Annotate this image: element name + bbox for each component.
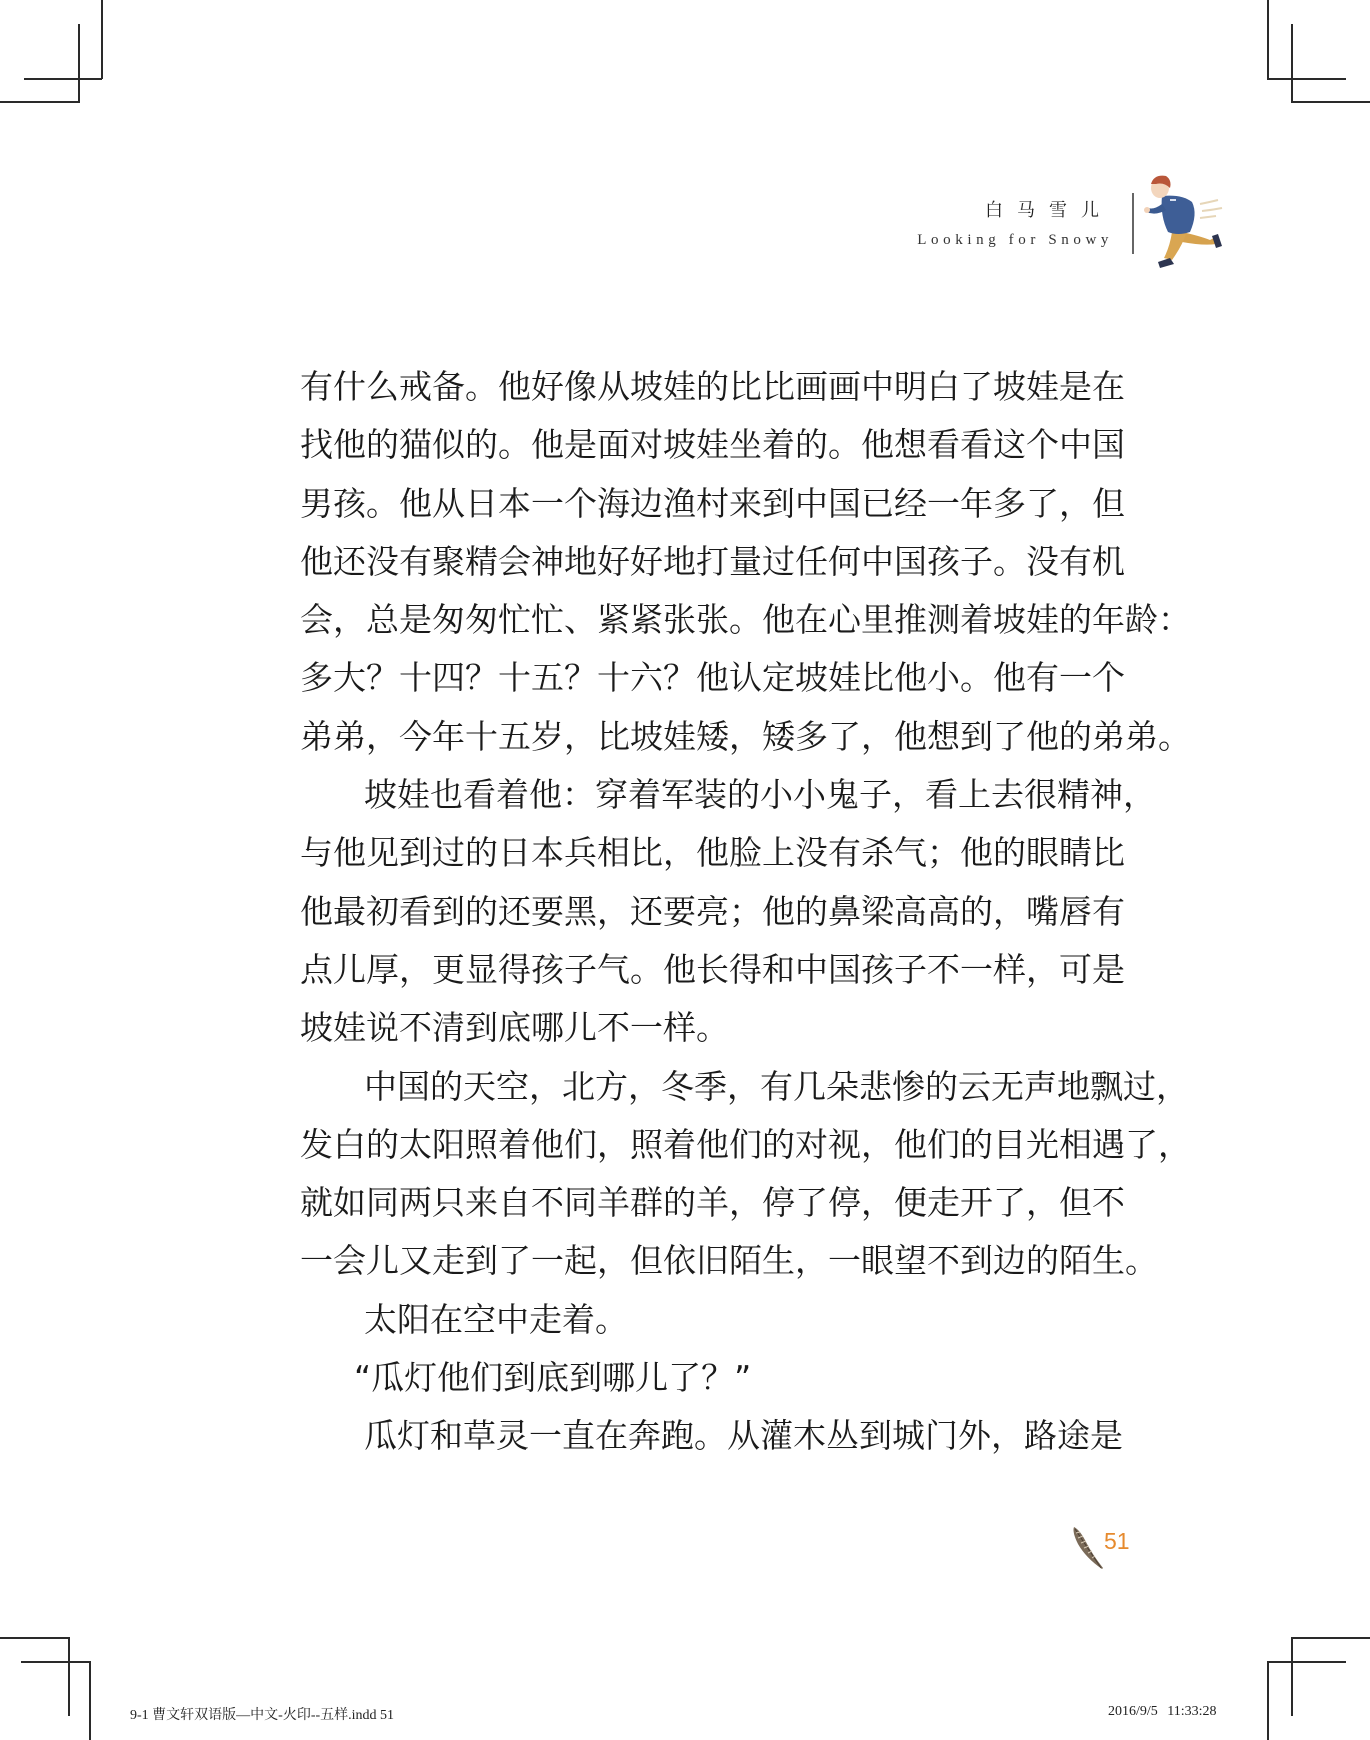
text-line: 找他的猫似的。他是面对坡娃坐着的。他想看看这个中国 [300, 425, 1125, 465]
crop-mark [24, 78, 102, 80]
text-line: 弟弟，今年十五岁，比坡娃矮，矮多了，他想到了他的弟弟。 [300, 716, 1191, 756]
slug-file-info: 9-1 曹文轩双语版—中文-火印--五样.indd 51 [130, 1708, 395, 1723]
crop-mark [101, 0, 103, 79]
paragraph-last-line: 坡娃说不清到底哪儿不一样。 [300, 1008, 729, 1048]
crop-mark [1267, 0, 1269, 79]
header-divider [1132, 193, 1134, 254]
text-line: 他最初看到的还要黑，还要亮；他的鼻梁高高的，嘴唇有 [300, 891, 1125, 931]
paragraph-single-line: 太阳在空中走着。 [364, 1299, 628, 1339]
running-header-title: 白马雪儿 [985, 200, 1113, 221]
text-line: 他还没有聚精会神地好好地打量过任何中国孩子。没有机 [300, 541, 1125, 581]
crop-mark [78, 24, 80, 103]
crop-mark [1291, 1637, 1370, 1639]
text-line: 发白的太阳照着他们，照着他们的对视，他们的目光相遇了， [300, 1124, 1191, 1164]
crop-mark [68, 1637, 70, 1716]
crop-mark [0, 1637, 69, 1639]
text-line: 有什么戒备。他好像从坡娃的比比画画中明白了坡娃是在 [300, 367, 1125, 406]
crop-mark [89, 1661, 91, 1740]
text-line: 会，总是匆匆忙忙、紧紧张张。他在心里推测着坡娃的年龄： [300, 600, 1191, 640]
text-line: 多大？十四？十五？十六？他认定坡娃比他小。他有一个 [300, 658, 1125, 698]
text-line: 与他见到过的日本兵相比，他脸上没有杀气；他的眼睛比 [300, 833, 1125, 873]
text-line: 就如同两只来自不同羊群的羊，停了停，便走开了，但不 [300, 1183, 1125, 1223]
crop-mark [0, 101, 79, 103]
text-line: 点儿厚，更显得孩子气。他长得和中国孩子不一样，可是 [300, 949, 1125, 989]
text-line: 一会儿又走到了一起，但依旧陌生，一眼望不到边的陌生。 [300, 1241, 1158, 1281]
crop-mark [1291, 24, 1293, 103]
paragraph-first-line: 坡娃也看着他：穿着军装的小小鬼子，看上去很精神， [364, 775, 1156, 815]
running-header-subtitle: Looking for Snowy [917, 232, 1113, 248]
crop-mark [1267, 1661, 1269, 1740]
body-text [300, 358, 1191, 1466]
crop-mark [1267, 1661, 1346, 1663]
crop-mark [1291, 101, 1370, 103]
crop-mark [1267, 78, 1346, 80]
page-number: 51 [1104, 1528, 1130, 1554]
running-boy-icon [1142, 174, 1226, 274]
text-line: 男孩。他从日本一个海边渔村来到中国已经一年多了，但 [300, 483, 1125, 523]
feather-icon [1068, 1522, 1108, 1572]
paragraph-first-line: 瓜灯和草灵一直在奔跑。从灌木丛到城门外，路途是 [364, 1416, 1123, 1456]
dialogue-line: “瓜灯他们到底到哪儿了？” [354, 1358, 752, 1398]
crop-mark [21, 1661, 90, 1663]
crop-mark [1291, 1637, 1293, 1716]
paragraph-first-line: 中国的天空，北方，冬季，有几朵悲惨的云无声地飘过， [364, 1066, 1189, 1106]
slug-timestamp: 2016/9/5 11:33:28 [1108, 1704, 1217, 1719]
